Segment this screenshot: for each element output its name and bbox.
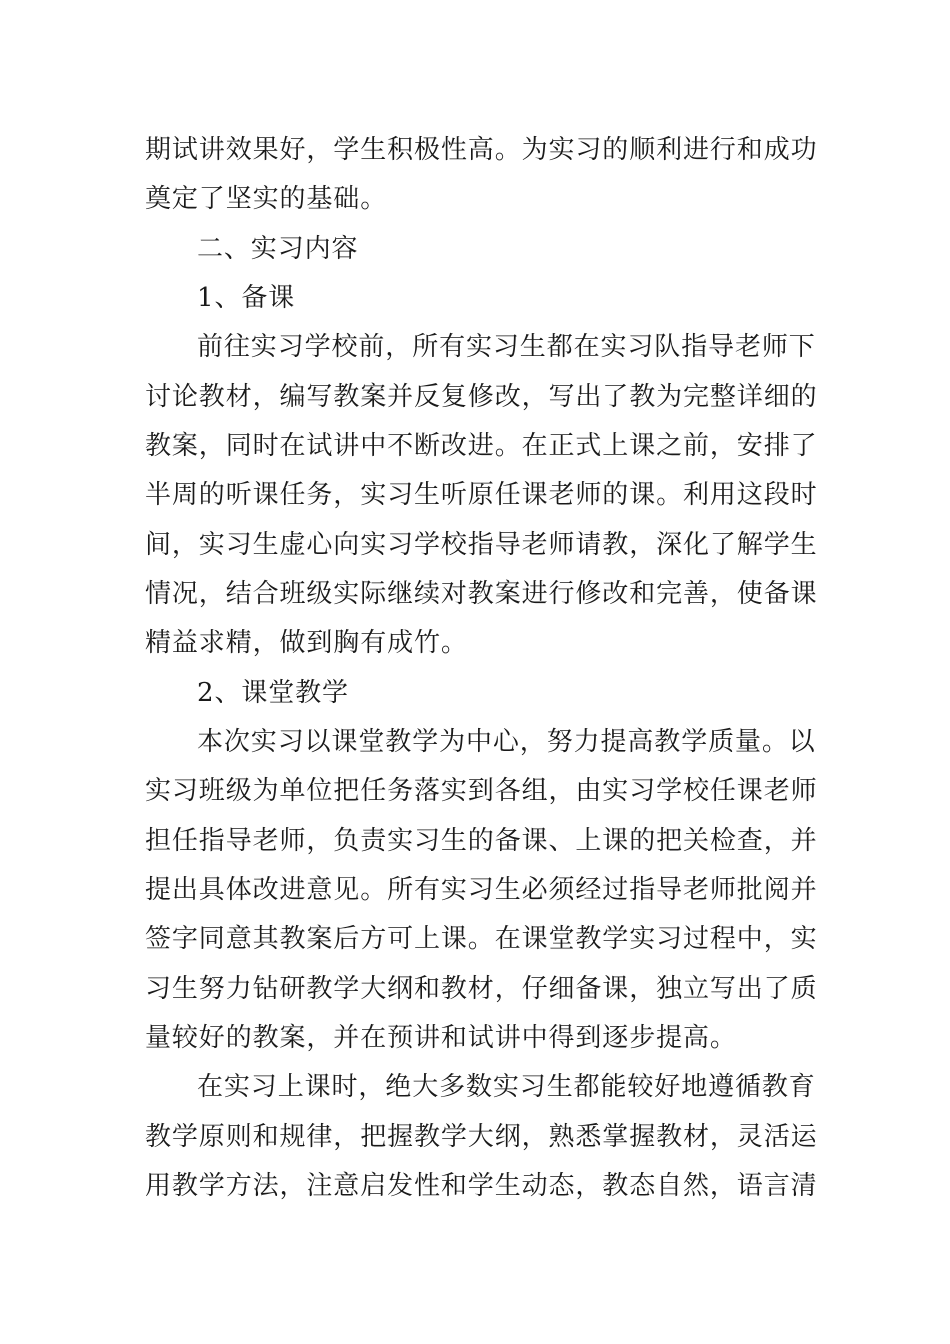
text-line: 在实习上课时，绝大多数实习生都能较好地遵循教育	[197, 1072, 816, 1102]
text-line: 期试讲效果好，学生积极性高。为实习的顺利进行和成功	[145, 135, 818, 165]
text-line: 奠定了坚实的基础。	[145, 184, 388, 214]
text-line: 习生努力钻研教学大纲和教材，仔细备课，独立写出了质	[145, 974, 818, 1004]
text-line: 签字同意其教案后方可上课。在课堂教学实习过程中，实	[145, 924, 818, 954]
text-line: 提出具体改进意见。所有实习生必须经过指导老师批阅并	[145, 875, 818, 905]
text-line: 本次实习以课堂教学为中心，努力提高教学质量。以	[197, 727, 816, 757]
text-line: 半周的听课任务，实习生听原任课老师的课。利用这段时	[145, 480, 818, 510]
text-line: 讨论教材，编写教案并反复修改，写出了教为完整详细的	[145, 382, 818, 412]
text-line: 间，实习生虚心向实习学校指导老师请教，深化了解学生	[145, 530, 818, 560]
text-line: 用教学方法，注意启发性和学生动态，教态自然，语言清	[145, 1171, 818, 1201]
text-line: 情况，结合班级实际继续对教案进行修改和完善，使备课	[145, 579, 818, 609]
text-line: 担任指导老师，负责实习生的备课、上课的把关检查，并	[145, 826, 818, 856]
text-line: 精益求精，做到胸有成竹。	[145, 628, 468, 658]
subsection-heading: 2、课堂教学	[197, 678, 349, 708]
text-line: 教案，同时在试讲中不断改进。在正式上课之前，安排了	[145, 431, 818, 461]
text-line: 教学原则和规律，把握教学大纲，熟悉掌握教材，灵活运	[145, 1122, 818, 1152]
text-line: 实习班级为单位把任务落实到各组，由实习学校任课老师	[145, 776, 818, 806]
subsection-heading: 1、备课	[197, 283, 296, 313]
text-line: 量较好的教案，并在预讲和试讲中得到逐步提高。	[145, 1023, 737, 1053]
section-heading: 二、实习内容	[197, 234, 359, 264]
text-line: 前往实习学校前，所有实习生都在实习队指导老师下	[197, 332, 816, 362]
